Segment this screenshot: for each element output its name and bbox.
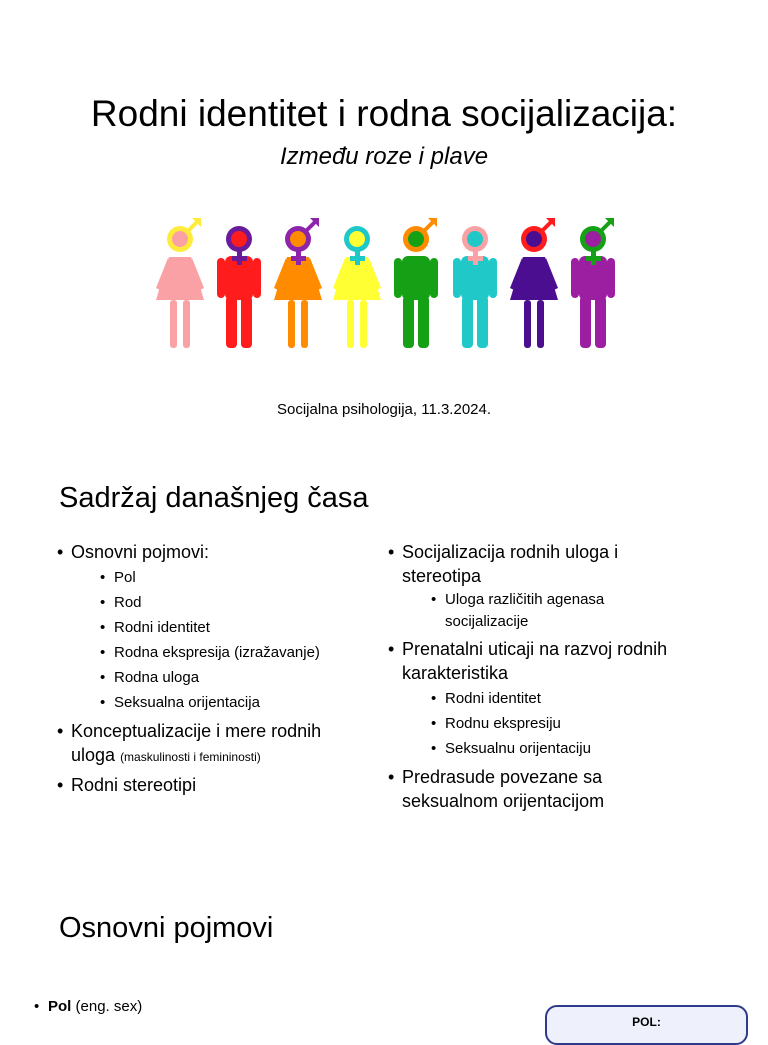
person-figure-man [571, 218, 615, 348]
basic-terms-slide [0, 886, 768, 1029]
sub-bullet: • Seksualna orijentacija [100, 690, 357, 715]
slide-title: Rodni identitet i rodna socijalizacija: [90, 93, 678, 134]
person-figure-woman [274, 218, 322, 348]
person-figure-man [453, 226, 497, 348]
contents-heading: Sadržaj današnjeg časa [59, 482, 369, 514]
person-figure-woman [156, 218, 204, 348]
person-figure-woman [333, 226, 381, 348]
pol-definition-box: POL: [545, 1005, 748, 1045]
gender-figures-illustration [150, 212, 620, 357]
person-figure-man [217, 226, 261, 348]
title-slide [0, 0, 768, 462]
contents-slide [0, 462, 768, 886]
bullet-socijalizacija: • Socijalizacija rodnih uloga i stereotipa • Uloga različitih agenasa socijalizacije [388, 540, 688, 633]
bullet-predrasude: • Predrasude povezane sa seksualnom orijentacijom [388, 765, 688, 813]
sub-bullet: • Rodna uloga [100, 665, 357, 690]
sub-bullet: • Rod [100, 590, 357, 615]
person-figure-woman [510, 218, 558, 348]
sub-bullet: • Rodna ekspresija (izražavanje) [100, 640, 357, 665]
sub-bullet: • Rodnu ekspresiju [431, 711, 688, 736]
sub-bullet: • Rodni identitet [431, 686, 688, 711]
sub-bullet: • Pol [100, 565, 357, 590]
contents-left-column [57, 540, 357, 801]
course-date-line: Socijalna psihologija, 11.3.2024. [276, 401, 492, 418]
person-figure-man [394, 218, 438, 348]
sub-bullet: • Rodni identitet [100, 615, 357, 640]
basic-terms-heading: Osnovni pojmovi [59, 912, 274, 944]
slide-subtitle: Između roze i plave [279, 143, 489, 170]
bullet-note: (maskulinosti i femininosti) [120, 750, 261, 764]
sub-bullet: • Seksualnu orijentaciju [431, 736, 688, 761]
bullet-osnovni-pojmovi: • Osnovni pojmovi: • Pol • Rod • Rodni identitet • Rodna ekspresija (izražavanje) • Rodna uloga • Seksualna orijentacija [57, 540, 357, 715]
bullet-pol: • Pol (eng. sex) [34, 998, 142, 1015]
bullet-prenatalni-uticaji: • Prenatalni uticaji na razvoj rodnih karakteristika • Rodni identitet • Rodnu ekspresiju • Seksualnu orijentaciju [388, 637, 688, 761]
sub-bullet: • Uloga različitih agenasa socijalizacije [431, 589, 688, 633]
bullet-rodni-stereotipi: • Rodni stereotipi [57, 773, 357, 797]
contents-right-column [388, 540, 688, 817]
bullet-konceptualizacije: • Konceptualizacije i mere rodnih uloga (maskulinosti i femininosti) [57, 719, 357, 769]
